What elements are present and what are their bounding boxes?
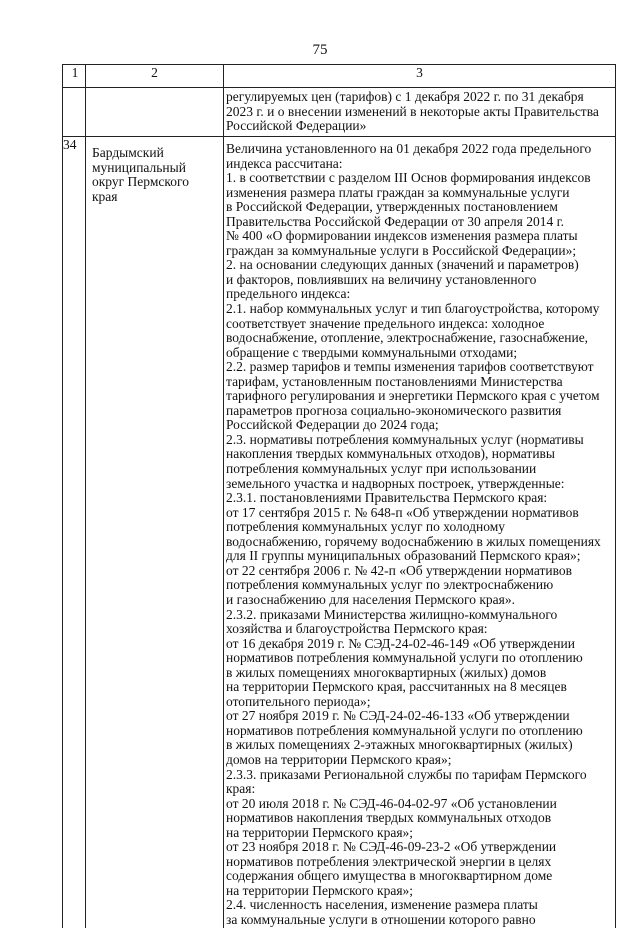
text-line: 2.3.1. постановлениями Правительства Пермского края: xyxy=(226,490,548,506)
text-line: на территории Пермского края, рассчитанных на 8 месяцев xyxy=(226,679,567,695)
continuation-row xyxy=(63,88,616,137)
text-line: 2.2. размер тарифов и темпы изменения тарифов соответствуют xyxy=(226,359,594,375)
text-line: 2.3. нормативы потребления коммунальных услуг (нормативы xyxy=(226,431,584,447)
text-line: индекса рассчитана: xyxy=(226,155,343,171)
text-line: на территории Пермского края»; xyxy=(226,824,414,840)
text-line: нормативов накопления твердых коммунальных отходов xyxy=(226,810,552,826)
table-row-34 xyxy=(63,137,616,928)
text-line: 2.3.2. приказами Министерства жилищно-коммунального xyxy=(226,606,558,622)
text-line: соответствует значение предельного индекса: холодное xyxy=(226,315,545,331)
text-line: от 20 июля 2018 г. № СЭД-46-04-02-97 «Об установлении xyxy=(226,795,557,811)
text-line: для II группы муниципальных образований Пермского края»; xyxy=(226,548,581,564)
description-cell xyxy=(224,137,616,928)
text-line: края: xyxy=(226,781,256,797)
text-line: и факторов, повлиявших на величину установленного xyxy=(226,271,537,287)
text-line: 2023 г. и о внесении изменений в некоторые акты Правительства xyxy=(226,103,599,119)
text-line: от 17 сентября 2015 г. № 648-п «Об утверждении нормативов xyxy=(226,504,579,520)
text-line: водоснабжение, отопление, электроснабжение, газоснабжение, xyxy=(226,330,589,346)
text-line: Правительства Российской Федерации от 30 апреля 2014 г. xyxy=(226,213,564,229)
text-line: 2.3.3. приказами Региональной службы по тарифам Пермского xyxy=(226,766,587,782)
continuation-name-cell xyxy=(86,88,224,137)
table-header-row xyxy=(63,65,616,88)
text-line: 2.1. набор коммунальных услуг и тип благоустройства, которому xyxy=(226,301,600,317)
page-number: 75 xyxy=(312,42,328,58)
text-line: земельного участка и надворных построек, утвержденные: xyxy=(226,475,565,491)
text-line: нормативов потребления коммунальной услуги по отоплению xyxy=(226,722,583,738)
text-line: Величина установленного на 01 декабря 2022 года предельного xyxy=(226,141,592,156)
row-number: 34 xyxy=(63,137,86,928)
text-line: 2.4. численность населения, изменение размера платы xyxy=(226,897,538,913)
continuation-num-cell xyxy=(63,88,86,137)
tariff-index-table xyxy=(62,64,616,928)
text-line: Российской Федерации» xyxy=(226,118,367,134)
text-line: содержания общего имущества в многоквартирном доме xyxy=(226,868,553,884)
text-line: тарифного регулирования и энергетики Пермского края с учетом xyxy=(226,388,600,404)
name-line: Бардымский xyxy=(92,145,164,160)
name-line: края xyxy=(92,188,118,204)
text-line: в жилых помещениях 2-этажных многоквартирных (жилых) xyxy=(226,737,573,753)
text-line: от 23 ноября 2018 г. № СЭД-46-09-23-2 «Об утверждении xyxy=(226,839,557,855)
text-line: и газоснабжению для населения Пермского края». xyxy=(226,591,515,607)
text-line: параметров прогноза социально-экономического развития xyxy=(226,402,562,418)
text-line: в Российской Федерации, утвержденных постановлением xyxy=(226,199,558,215)
text-line: Российской Федерации до 2024 года; xyxy=(226,417,439,433)
text-line: накопления твердых коммунальных отходов), нормативы xyxy=(226,446,555,462)
text-line: предельного индекса: xyxy=(226,286,351,302)
text-line: хозяйства и благоустройства Пермского края: xyxy=(226,621,488,637)
text-line: тарифам, установленным постановлениями Министерства xyxy=(226,373,563,389)
header-col-3: 3 xyxy=(224,65,616,88)
text-line: № 400 «О формировании индексов изменения размера платы xyxy=(226,228,578,244)
text-line: от 16 декабря 2019 г. № СЭД-24-02-46-149 «Об утверждении xyxy=(226,635,575,651)
header-col-2: 2 xyxy=(86,65,224,88)
text-line: потребления коммунальных услуг по электроснабжению xyxy=(226,577,554,593)
text-line: обращение с твердыми коммунальными отходами; xyxy=(226,344,518,360)
text-line: 2. на основании следующих данных (значений и параметров) xyxy=(226,257,579,273)
text-line: 1. в соответствии с разделом III Основ формирования индексов xyxy=(226,170,591,186)
municipality-name xyxy=(86,137,223,204)
text-line: потребления коммунальных услуг при использовании xyxy=(226,461,537,477)
text-line: граждан за коммунальные услуги в Российской Федерации»; xyxy=(226,242,577,258)
text-line: потребления коммунальных услуг по холодному xyxy=(226,519,506,535)
text-line: за коммунальные услуги в отношении которого равно xyxy=(226,911,536,927)
text-line: водоснабжению, горячему водоснабжению в жилых помещениях xyxy=(226,533,601,549)
continuation-text xyxy=(224,88,615,134)
municipality-cell xyxy=(86,137,224,928)
text-line: домов на территории Пермского края»; xyxy=(226,751,452,767)
name-line: муниципальный xyxy=(92,159,186,175)
text-line: регулируемых цен (тарифов) с 1 декабря 2022 г. по 31 декабря xyxy=(226,89,584,104)
name-line: округ Пермского xyxy=(92,174,189,190)
text-line: в жилых помещениях многоквартирных (жилых) домов xyxy=(226,664,547,680)
header-col-1: 1 xyxy=(63,65,86,88)
text-line: от 22 сентября 2006 г. № 42-п «Об утверждении нормативов xyxy=(226,562,573,578)
text-line: нормативов потребления коммунальной услуги по отоплению xyxy=(226,650,583,666)
text-line: нормативов потребления электрической энергии в целях xyxy=(226,853,552,869)
continuation-text-cell xyxy=(224,88,616,137)
description-text xyxy=(224,137,615,928)
text-line: отопительного периода»; xyxy=(226,693,371,709)
text-line: изменения размера платы граждан за коммунальные услуги xyxy=(226,184,570,200)
text-line: от 27 ноября 2019 г. № СЭД-24-02-46-133 «Об утверждении xyxy=(226,708,570,724)
text-line: на территории Пермского края»; xyxy=(226,882,414,898)
